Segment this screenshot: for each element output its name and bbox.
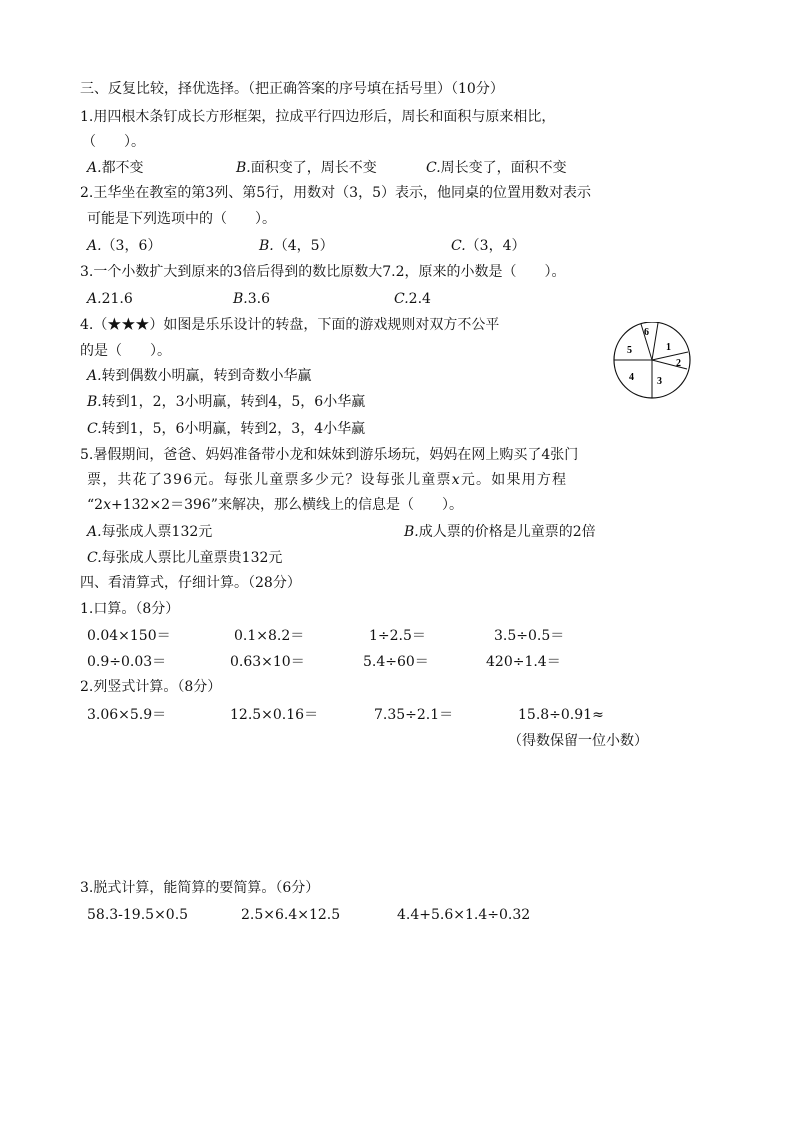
option-text: 2.4 (408, 291, 431, 307)
option-letter: C. (87, 421, 102, 437)
option-text: （3，4） (465, 238, 526, 254)
option-text: 每张成人票比儿童票贵132元 (101, 550, 283, 566)
mental-calc-item: 3.5÷0.5＝ (494, 628, 565, 644)
option-letter: C. (87, 550, 102, 566)
spinner-figure (610, 322, 694, 406)
mental-calc-item: 1÷2.5＝ (369, 628, 426, 644)
option-text: 每张成人票132元 (101, 524, 213, 540)
option-text: 成人票的价格是儿童票的2倍 (418, 524, 596, 540)
part3-title: 3.脱式计算，能简算的要简算。（6分） (80, 880, 320, 896)
option-letter: B. (87, 394, 102, 410)
option-letter: C. (426, 160, 441, 176)
q5-text: +132×2＝396”来解决，那么横线上的信息是（ ）。 (110, 497, 463, 513)
spinner-label-4: 4 (629, 372, 634, 383)
q5-stem-line1: 5.暑假期间，爸爸、妈妈准备带小龙和妹妹到游乐场玩，妈妈在网上购买了4张门 (80, 447, 579, 463)
option-letter: B. (236, 160, 251, 176)
option-letter: B. (404, 524, 419, 540)
mental-calc-item: 0.9÷0.03＝ (87, 654, 167, 670)
q1-blank: （ ）。 (82, 134, 145, 150)
q2-stem-line1: 2.王华坐在教室的第3列、第5行，用数对（3，5）表示，他同桌的位置用数对表示 (80, 185, 591, 201)
option-letter: B. (233, 291, 248, 307)
section-4-title: 四、看清算式，仔细计算。（28分） (80, 575, 301, 591)
option-text: 转到偶数小明赢，转到奇数小华赢 (101, 368, 312, 384)
spinner-label-6: 6 (644, 327, 649, 338)
q4-option-a (87, 367, 312, 385)
q5-variable: x (103, 497, 111, 513)
q1-stem: 1.用四根木条钉成长方形框架，拉成平行四边形后，周长和面积与原来相比， (80, 109, 556, 125)
q4-option-c (87, 420, 365, 438)
part2-title: 2.列竖式计算。（8分） (80, 679, 222, 695)
mental-calc-item: 0.1×8.2＝ (234, 628, 305, 644)
spinner-label-3: 3 (657, 376, 662, 387)
spinner-divider (652, 360, 687, 369)
q1-option-c (426, 159, 567, 177)
q3-stem: 3.一个小数扩大到原来的3倍后得到的数比原数大7.2，原来的小数是（ ）。 (80, 264, 566, 280)
option-letter: A. (87, 238, 102, 254)
q5-stem-line3 (87, 496, 463, 514)
q4-option-b (87, 393, 365, 411)
spinner-label-1: 1 (666, 342, 671, 353)
spinner-label-5: 5 (627, 345, 632, 356)
q5-stem-line2 (87, 471, 567, 489)
q4-stem-line1: 4.（★★★）如图是乐乐设计的转盘，下面的游戏规则对双方不公平 (80, 317, 500, 333)
mental-calc-item: 5.4÷60＝ (363, 654, 429, 670)
option-letter: A. (87, 524, 102, 540)
option-letter: A. (87, 160, 102, 176)
section-3-title: 三、反复比较，择优选择。（把正确答案的序号填在括号里）（10分） (80, 81, 504, 97)
q5-text: 票，共花了396元。每张儿童票多少元？设每张儿童票 (87, 472, 452, 488)
mental-calc-item: 420÷1.4＝ (486, 654, 561, 670)
q5-option-c (87, 549, 282, 567)
part1-title: 1.口算。（8分） (80, 601, 180, 617)
spinner-label-2: 2 (676, 358, 681, 369)
spinner-divider (652, 352, 688, 360)
option-text: 周长变了，面积不变 (440, 160, 567, 176)
option-letter: A. (87, 291, 102, 307)
spinner-divider (652, 323, 658, 360)
option-text: 转到1，2，3小明赢，转到4，5，6小华赢 (101, 394, 366, 410)
q2-option-a (87, 237, 161, 255)
option-letter: C. (451, 238, 466, 254)
option-text: 转到1，5，6小明赢，转到2，3，4小华赢 (101, 421, 366, 437)
mental-calc-item: 0.63×10＝ (230, 654, 305, 670)
option-text: （4，5） (273, 238, 334, 254)
option-text: （3，6） (101, 238, 162, 254)
stepwise-calc-item: 4.4+5.6×1.4÷0.32 (397, 907, 531, 923)
vertical-calc-item: 15.8÷0.91≈ (518, 707, 604, 723)
option-text: 3.6 (247, 291, 271, 307)
q2-option-b (259, 237, 334, 255)
rounding-note: （得数保留一位小数） (508, 733, 648, 749)
option-text: 都不变 (101, 160, 144, 176)
stepwise-calc-item: 2.5×6.4×12.5 (241, 907, 341, 923)
q2-stem-line2: 可能是下列选项中的（ ）。 (87, 211, 276, 227)
option-letter: B. (259, 238, 274, 254)
q5-option-a (87, 523, 212, 541)
vertical-calc-item: 7.35÷2.1＝ (374, 707, 454, 723)
q3-option-b (233, 290, 270, 308)
q5-variable: x (451, 472, 461, 488)
mental-calc-item: 0.04×150＝ (87, 628, 171, 644)
option-letter: A. (87, 368, 102, 384)
option-letter: C. (394, 291, 409, 307)
q5-option-b (404, 523, 596, 541)
option-text: 21.6 (101, 291, 133, 307)
q1-option-a (87, 159, 144, 177)
q5-text: 元。如果用方程 (460, 472, 568, 488)
option-text: 面积变了，周长不变 (250, 160, 377, 176)
vertical-calc-item: 12.5×0.16＝ (230, 707, 319, 723)
q1-option-b (236, 159, 377, 177)
q4-stem-line2: 的是（ ）。 (80, 343, 171, 359)
q3-option-c (394, 290, 431, 308)
stepwise-calc-item: 58.3-19.5×0.5 (87, 907, 189, 923)
q2-option-c (451, 237, 526, 255)
vertical-calc-item: 3.06×5.9＝ (87, 707, 167, 723)
q5-text: “2 (87, 497, 104, 513)
q3-option-a (87, 290, 133, 308)
